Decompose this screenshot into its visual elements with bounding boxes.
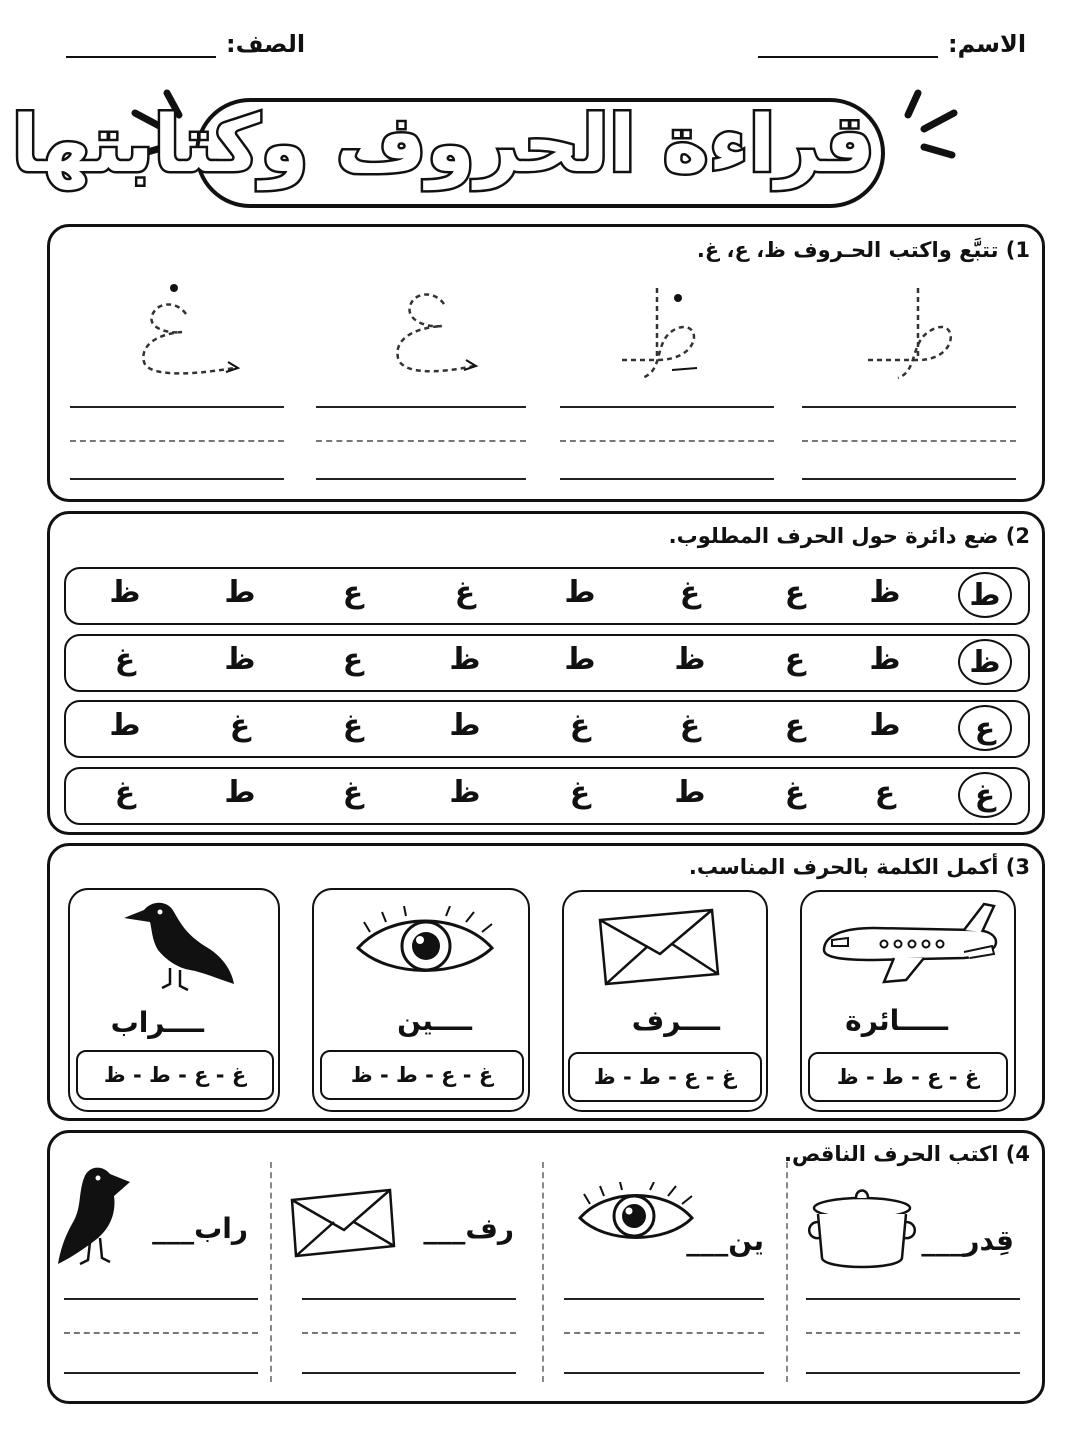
card-word: ــــرف: [631, 1004, 720, 1037]
trace-ain-icon: [316, 270, 526, 390]
row-letter[interactable]: غ: [229, 708, 251, 743]
trace-za-icon: [562, 270, 772, 390]
sparkle-right-icon: [900, 85, 965, 175]
row-letter[interactable]: ط: [564, 642, 596, 677]
row-letter[interactable]: ط: [109, 708, 141, 743]
writing-guide-line[interactable]: [806, 1332, 1020, 1334]
card-word: ــــين: [397, 1004, 472, 1037]
row-letter[interactable]: ط: [674, 775, 706, 810]
writing-line[interactable]: [560, 406, 774, 408]
row-letter[interactable]: ظ: [869, 575, 901, 610]
row-letter[interactable]: ظ: [224, 642, 256, 677]
row-letter[interactable]: غ: [342, 708, 364, 743]
row-letter[interactable]: ظ: [674, 642, 706, 677]
card-options[interactable]: غ - ع - ط - ظ: [76, 1050, 274, 1100]
item-word: قِدر___: [921, 1224, 1014, 1257]
row-letter[interactable]: ظ: [109, 575, 141, 610]
trace-ghain-icon: [70, 270, 280, 390]
target-letter: غ: [958, 772, 1012, 818]
eye-icon: [350, 906, 500, 986]
writing-line[interactable]: [302, 1372, 516, 1374]
section4-instruction: 4) اكتب الحرف الناقص.: [784, 1142, 1030, 1166]
row-letter[interactable]: ظ: [449, 642, 481, 677]
row-letter[interactable]: غ: [679, 708, 701, 743]
writing-guide-line[interactable]: [802, 440, 1016, 442]
writing-guide-line[interactable]: [64, 1332, 258, 1334]
row-letter[interactable]: ع: [784, 642, 806, 677]
row-letter[interactable]: ع: [342, 642, 364, 677]
writing-line[interactable]: [64, 1372, 258, 1374]
card-options[interactable]: غ - ع - ط - ظ: [568, 1052, 762, 1102]
target-letter: ظ: [958, 639, 1012, 685]
writing-line[interactable]: [802, 406, 1016, 408]
envelope-icon: [594, 904, 724, 989]
row-letter[interactable]: ط: [869, 708, 901, 743]
column-divider: [270, 1162, 272, 1382]
target-letter: ط: [958, 572, 1012, 618]
writing-line[interactable]: [70, 406, 284, 408]
crow-icon: [54, 1160, 136, 1270]
writing-line[interactable]: [302, 1298, 516, 1300]
row-letter[interactable]: ط: [224, 575, 256, 610]
row-letter[interactable]: ط: [449, 708, 481, 743]
section2-instruction: 2) ضع دائرة حول الحرف المطلوب.: [668, 524, 1030, 548]
class-label: الصف:: [226, 30, 306, 58]
writing-line[interactable]: [64, 1298, 258, 1300]
card-envelope: [562, 890, 768, 1112]
row-letter[interactable]: ع: [784, 575, 806, 610]
row-letter[interactable]: ع: [874, 775, 896, 810]
writing-guide-line[interactable]: [560, 440, 774, 442]
card-word: ــــراب: [110, 1006, 204, 1039]
trace-ta-icon: [808, 270, 1018, 390]
trace-letter-za[interactable]: [562, 270, 772, 390]
writing-line[interactable]: [802, 478, 1016, 480]
row-letter[interactable]: غ: [569, 775, 591, 810]
row-letter[interactable]: غ: [114, 775, 136, 810]
row-letter[interactable]: ظ: [449, 775, 481, 810]
trace-letter-ta[interactable]: [808, 270, 1018, 390]
card-crow: [68, 888, 280, 1112]
column-divider: [786, 1162, 788, 1382]
column-divider: [542, 1162, 544, 1382]
writing-guide-line[interactable]: [70, 440, 284, 442]
writing-line[interactable]: [564, 1372, 764, 1374]
writing-line[interactable]: [316, 406, 526, 408]
trace-letter-ghain[interactable]: [70, 270, 280, 390]
writing-guide-line[interactable]: [316, 440, 526, 442]
page-title: قراءة الحروف وكتابتها: [11, 100, 875, 190]
writing-line[interactable]: [806, 1372, 1020, 1374]
target-letter: ع: [958, 705, 1012, 751]
row-letter[interactable]: غ: [342, 775, 364, 810]
writing-line[interactable]: [316, 478, 526, 480]
writing-line[interactable]: [70, 478, 284, 480]
row-letter[interactable]: غ: [784, 775, 806, 810]
card-options[interactable]: غ - ع - ط - ظ: [808, 1052, 1008, 1102]
item-word: ين___: [686, 1224, 764, 1257]
row-letter[interactable]: ع: [342, 575, 364, 610]
section1-instruction: 1) تتبَّع واكتب الحـروف ظ، ع، غ.: [696, 238, 1030, 262]
name-field[interactable]: [758, 56, 938, 58]
item-word: راب___: [152, 1212, 248, 1245]
crow-icon: [116, 896, 236, 992]
eye-icon: [574, 1182, 698, 1250]
row-letter[interactable]: ظ: [869, 642, 901, 677]
row-letter[interactable]: غ: [454, 575, 476, 610]
class-field[interactable]: [66, 56, 216, 58]
envelope-icon: [288, 1186, 398, 1260]
airplane-icon: [814, 900, 1004, 990]
card-word: ـــــائرة: [845, 1004, 948, 1037]
card-options[interactable]: غ - ع - ط - ظ: [320, 1050, 524, 1100]
row-letter[interactable]: ع: [784, 708, 806, 743]
row-letter[interactable]: غ: [114, 642, 136, 677]
writing-line[interactable]: [806, 1298, 1020, 1300]
writing-guide-line[interactable]: [564, 1332, 764, 1334]
pot-icon: [804, 1186, 922, 1276]
row-letter[interactable]: غ: [679, 575, 701, 610]
card-eye: [312, 888, 530, 1112]
row-letter[interactable]: ط: [564, 575, 596, 610]
section3-instruction: 3) أكمل الكلمة بالحرف المناسب.: [688, 855, 1030, 879]
writing-line[interactable]: [560, 478, 774, 480]
item-word: رف___: [423, 1212, 514, 1245]
trace-letter-ain[interactable]: [316, 270, 526, 390]
writing-guide-line[interactable]: [302, 1332, 516, 1334]
card-airplane: [800, 890, 1016, 1112]
name-label: الاسم:: [948, 30, 1027, 58]
writing-line[interactable]: [564, 1298, 764, 1300]
row-letter[interactable]: ط: [224, 775, 256, 810]
row-letter[interactable]: غ: [569, 708, 591, 743]
